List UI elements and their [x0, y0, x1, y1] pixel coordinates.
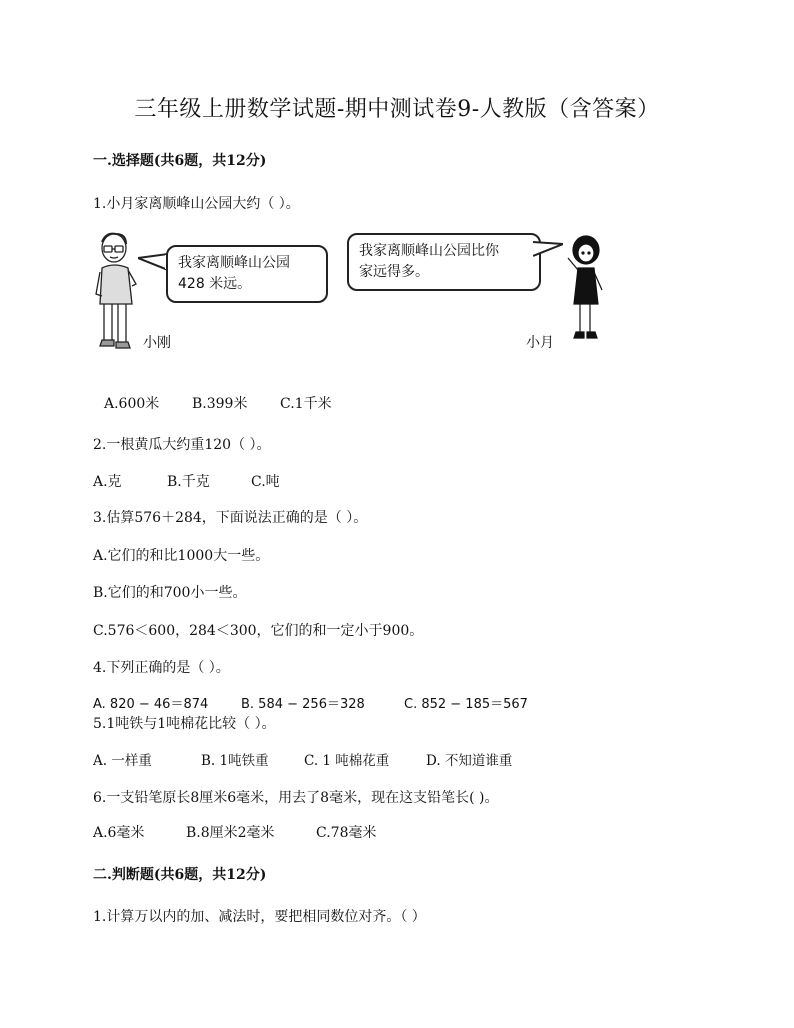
q6-options	[93, 822, 376, 842]
bubble-tail-right	[533, 238, 563, 260]
bubble-left-text: 我家离顺峰山公园 428 米远。	[178, 255, 290, 292]
question-4: 4.下列正确的是（ ）。	[93, 660, 230, 676]
girl-illustration	[562, 234, 608, 344]
name-left: 小刚	[143, 335, 171, 351]
name-right: 小月	[526, 335, 554, 351]
q5-options	[93, 749, 512, 769]
bubble-right-text: 我家离顺峰山公园比你 家远得多。	[359, 243, 499, 280]
bubble-tail-left	[138, 252, 168, 276]
q4-option-c: C. 852 − 185＝567	[404, 697, 528, 712]
q6-option-b: B.8厘米2毫米	[186, 825, 275, 841]
q1-options	[104, 393, 332, 413]
q6-option-a: A.6毫米	[93, 825, 145, 841]
judgement-question-1: 1.计算万以内的加、减法时，要把相同数位对齐。（ ）	[93, 909, 426, 925]
q4-options	[93, 693, 528, 712]
page-title: 三年级上册数学试题-期中测试卷9-人教版（含答案）	[134, 97, 660, 122]
q5-option-c: C. 1 吨棉花重	[304, 753, 390, 769]
q4-option-b: B. 584 − 256＝328	[241, 697, 365, 712]
q3-option-a: A.它们的和比1000大一些。	[93, 548, 270, 564]
speech-bubble-left	[166, 245, 328, 303]
q2-option-c: C.吨	[251, 474, 280, 490]
section-heading-judgement: 二.判断题(共6题，共12分)	[93, 867, 267, 883]
q3-option-b: B.它们的和700小一些。	[93, 585, 247, 601]
q2-option-b: B.千克	[167, 474, 210, 490]
q5-option-a: A. 一样重	[93, 753, 152, 769]
question-3: 3.估算576＋284，下面说法正确的是（ ）。	[93, 510, 368, 526]
section-heading-choice: 一.选择题(共6题，共12分)	[93, 153, 267, 169]
q2-option-a: A.克	[93, 474, 122, 490]
q3-option-c: C.576＜600，284＜300，它们的和一定小于900。	[93, 623, 424, 639]
q1-option-c: C.1千米	[280, 396, 332, 412]
question-6: 6.一支铅笔原长8厘米6毫米，用去了8毫米，现在这支铅笔长( )。	[93, 790, 499, 806]
speech-bubble-right	[347, 233, 541, 291]
q6-option-c: C.78毫米	[316, 825, 377, 841]
q5-option-d: D. 不知道谁重	[426, 753, 513, 769]
q1-option-b: B.399米	[192, 396, 248, 412]
question-2: 2.一根黄瓜大约重120（ ）。	[93, 437, 271, 453]
q4-option-a: A. 820 − 46＝874	[93, 697, 209, 712]
question-1: 1.小月家离顺峰山公园大约（ ）。	[93, 196, 300, 212]
q5-option-b: B. 1吨铁重	[201, 753, 269, 769]
q1-option-a: A.600米	[104, 396, 160, 412]
q2-options	[93, 471, 280, 491]
question-5: 5.1吨铁与1吨棉花比较（ ）。	[93, 716, 276, 732]
boy-illustration	[92, 232, 140, 356]
